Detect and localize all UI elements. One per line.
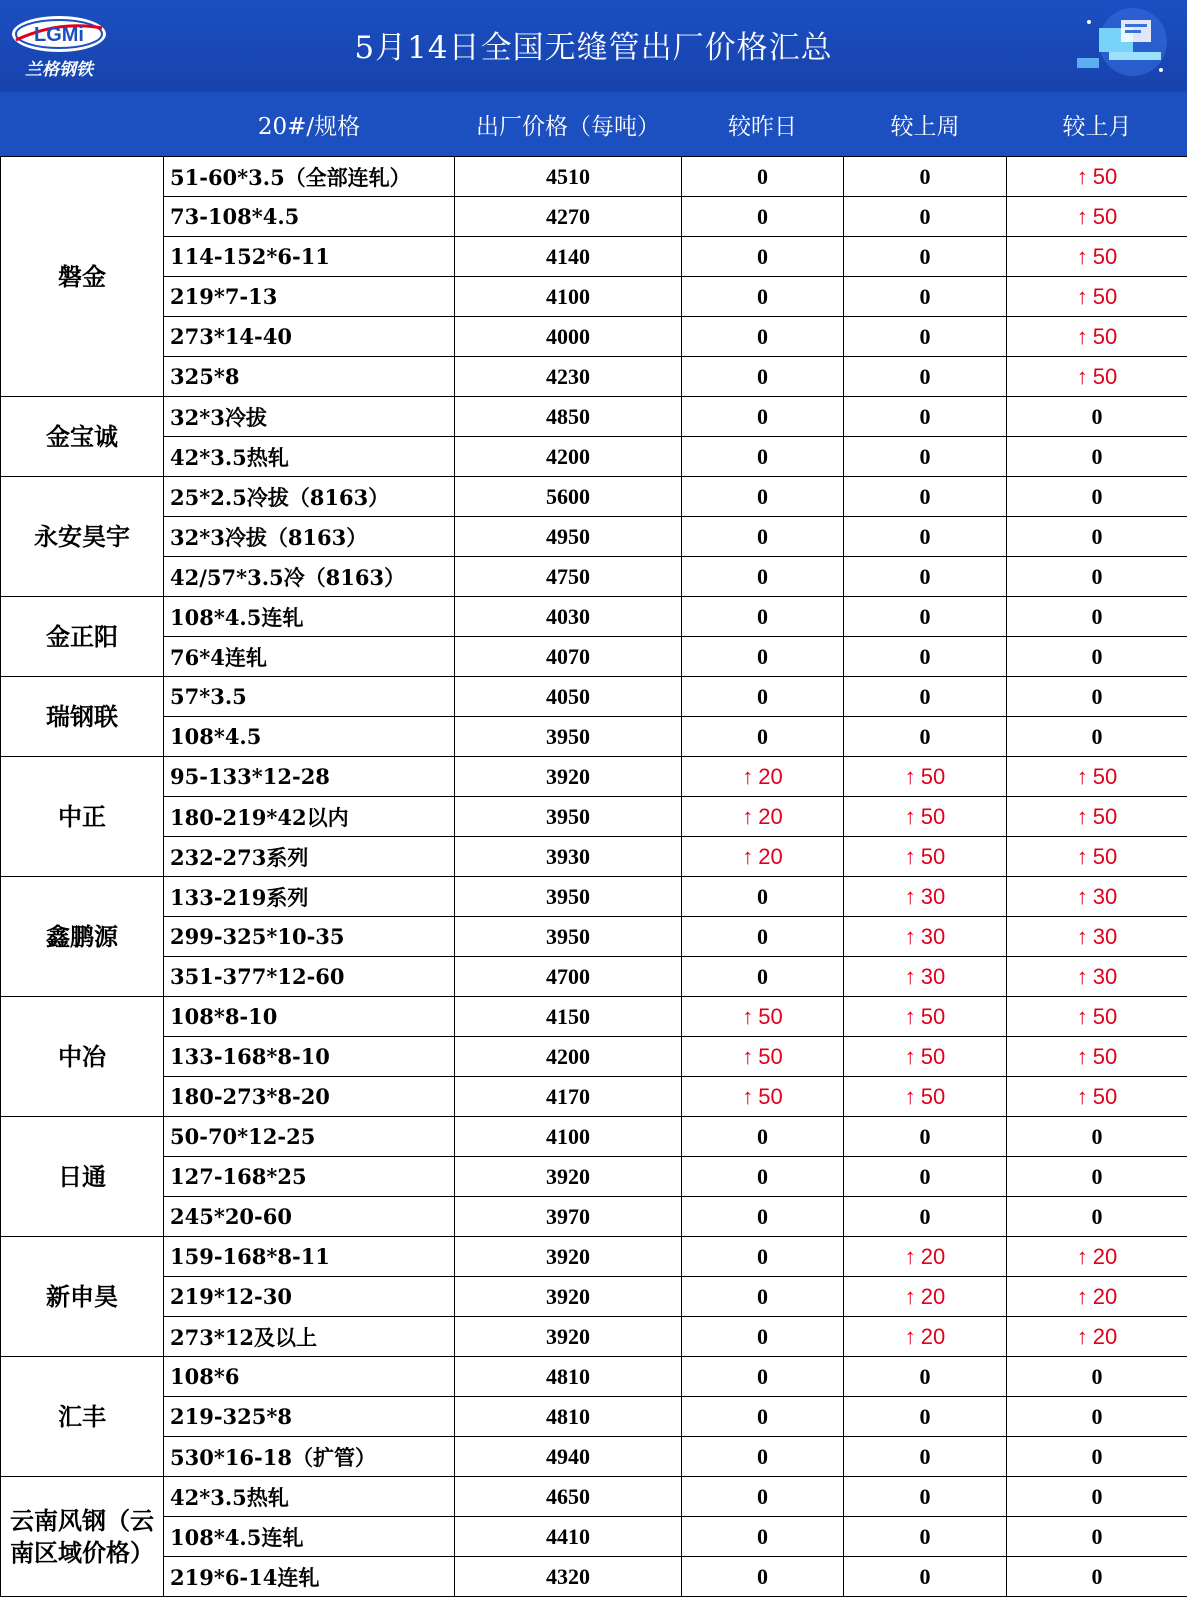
price-cell: 4750: [455, 557, 682, 597]
up-arrow-icon: ↑: [1077, 204, 1088, 230]
change-vs-last-week: 0: [844, 1157, 1007, 1197]
change-vs-last-week: ↑ 20: [844, 1237, 1007, 1277]
price-cell: 3920: [455, 1277, 682, 1317]
header-bar: [0, 0, 1187, 92]
table-row: [1, 197, 1187, 237]
spec-cell: 273*14-40: [164, 317, 455, 357]
spec-cell: 42*3.5热轧: [164, 1477, 455, 1517]
table-row: [1, 517, 1187, 557]
change-vs-yesterday: 0: [682, 237, 844, 277]
up-arrow-icon: ↑: [1077, 324, 1088, 350]
change-vs-last-month: ↑ 50: [1007, 197, 1187, 237]
change-vs-last-week: 0: [844, 477, 1007, 517]
change-vs-last-month: 0: [1007, 1397, 1187, 1437]
up-arrow-icon: ↑: [1077, 1324, 1088, 1350]
change-vs-last-month: 0: [1007, 517, 1187, 557]
change-vs-yesterday: 0: [682, 637, 844, 677]
up-arrow-icon: ↑: [742, 1044, 753, 1070]
price-cell: 4650: [455, 1477, 682, 1517]
change-vs-yesterday: 0: [682, 917, 844, 957]
up-arrow-icon: ↑: [905, 964, 916, 990]
change-vs-last-month: ↑ 50: [1007, 157, 1187, 197]
change-vs-last-week: ↑ 30: [844, 917, 1007, 957]
price-cell: 4140: [455, 237, 682, 277]
svg-text:LGMi: LGMi: [34, 24, 84, 46]
table-row: [1, 1077, 1187, 1117]
spec-cell: 219*7-13: [164, 277, 455, 317]
change-vs-last-week: 0: [844, 597, 1007, 637]
spec-cell: 127-168*25: [164, 1157, 455, 1197]
change-vs-yesterday: 0: [682, 1397, 844, 1437]
change-vs-last-week: ↑ 50: [844, 1037, 1007, 1077]
change-vs-yesterday: 0: [682, 317, 844, 357]
up-arrow-icon: ↑: [905, 1084, 916, 1110]
change-vs-last-month: ↑ 50: [1007, 277, 1187, 317]
up-arrow-icon: ↑: [1077, 244, 1088, 270]
company-name: 金正阳: [1, 597, 164, 677]
change-vs-yesterday: 0: [682, 557, 844, 597]
change-vs-last-week: 0: [844, 1557, 1007, 1597]
change-vs-yesterday: 0: [682, 1477, 844, 1517]
company-name: 瑞钢联: [1, 677, 164, 757]
change-vs-last-month: ↑ 50: [1007, 1037, 1187, 1077]
spec-cell: 25*2.5冷拔（8163）: [164, 477, 455, 517]
table-row: [1, 1037, 1187, 1077]
column-header: 较上周: [844, 93, 1007, 157]
price-cell: 5600: [455, 477, 682, 517]
up-arrow-icon: ↑: [905, 884, 916, 910]
table-row: [1, 557, 1187, 597]
change-vs-last-week: 0: [844, 237, 1007, 277]
up-arrow-icon: ↑: [1077, 1044, 1088, 1070]
up-arrow-icon: ↑: [1077, 844, 1088, 870]
spec-cell: 530*16-18（扩管）: [164, 1437, 455, 1477]
change-vs-last-month: 0: [1007, 557, 1187, 597]
change-vs-last-month: 0: [1007, 597, 1187, 637]
change-vs-last-week: ↑ 30: [844, 877, 1007, 917]
change-vs-yesterday: ↑ 50: [682, 1037, 844, 1077]
table-row: [1, 1477, 1187, 1517]
up-arrow-icon: ↑: [905, 924, 916, 950]
change-vs-last-month: ↑ 50: [1007, 837, 1187, 877]
price-cell: 4070: [455, 637, 682, 677]
price-cell: 4030: [455, 597, 682, 637]
price-cell: 3970: [455, 1197, 682, 1237]
change-vs-last-month: 0: [1007, 397, 1187, 437]
price-cell: 4510: [455, 157, 682, 197]
change-vs-yesterday: 0: [682, 957, 844, 997]
change-vs-last-week: 0: [844, 1357, 1007, 1397]
price-cell: 4810: [455, 1397, 682, 1437]
change-vs-yesterday: 0: [682, 397, 844, 437]
change-vs-last-week: 0: [844, 157, 1007, 197]
change-vs-last-month: ↑ 50: [1007, 997, 1187, 1037]
up-arrow-icon: ↑: [905, 1324, 916, 1350]
change-vs-yesterday: ↑ 20: [682, 797, 844, 837]
spec-cell: 32*3冷拔（8163）: [164, 517, 455, 557]
company-name: 中正: [1, 757, 164, 877]
up-arrow-icon: ↑: [905, 764, 916, 790]
price-cell: 4050: [455, 677, 682, 717]
price-cell: 3920: [455, 757, 682, 797]
up-arrow-icon: ↑: [1077, 164, 1088, 190]
change-vs-yesterday: 0: [682, 1317, 844, 1357]
change-vs-yesterday: ↑ 50: [682, 997, 844, 1037]
up-arrow-icon: ↑: [742, 764, 753, 790]
price-cell: 4700: [455, 957, 682, 997]
up-arrow-icon: ↑: [1077, 1284, 1088, 1310]
price-cell: 4000: [455, 317, 682, 357]
price-cell: 4320: [455, 1557, 682, 1597]
change-vs-last-week: ↑ 50: [844, 757, 1007, 797]
column-header: 20#/规格: [164, 93, 455, 157]
up-arrow-icon: ↑: [905, 1244, 916, 1270]
price-cell: 3950: [455, 717, 682, 757]
spec-cell: 108*8-10: [164, 997, 455, 1037]
change-vs-last-month: ↑ 20: [1007, 1277, 1187, 1317]
price-cell: 4940: [455, 1437, 682, 1477]
change-vs-last-week: ↑ 30: [844, 957, 1007, 997]
price-cell: 4230: [455, 357, 682, 397]
change-vs-last-month: ↑ 50: [1007, 317, 1187, 357]
table-row: [1, 1197, 1187, 1237]
company-name: 新申昊: [1, 1237, 164, 1357]
change-vs-last-week: 0: [844, 197, 1007, 237]
spec-cell: 76*4连轧: [164, 637, 455, 677]
company-name: 汇丰: [1, 1357, 164, 1477]
change-vs-last-week: 0: [844, 557, 1007, 597]
spec-cell: 32*3冷拔: [164, 397, 455, 437]
change-vs-last-week: 0: [844, 1517, 1007, 1557]
spec-cell: 42*3.5热轧: [164, 437, 455, 477]
change-vs-last-month: ↑ 50: [1007, 757, 1187, 797]
table-row: [1, 1517, 1187, 1557]
change-vs-yesterday: 0: [682, 437, 844, 477]
change-vs-last-month: 0: [1007, 1357, 1187, 1397]
up-arrow-icon: ↑: [1077, 924, 1088, 950]
spec-cell: 325*8: [164, 357, 455, 397]
change-vs-yesterday: 0: [682, 677, 844, 717]
change-vs-yesterday: 0: [682, 717, 844, 757]
change-vs-yesterday: 0: [682, 477, 844, 517]
change-vs-yesterday: ↑ 20: [682, 837, 844, 877]
up-arrow-icon: ↑: [905, 844, 916, 870]
table-row: [1, 997, 1187, 1037]
price-cell: 4950: [455, 517, 682, 557]
up-arrow-icon: ↑: [1077, 764, 1088, 790]
price-cell: 3930: [455, 837, 682, 877]
up-arrow-icon: ↑: [905, 1284, 916, 1310]
change-vs-last-week: 0: [844, 1117, 1007, 1157]
price-cell: 4850: [455, 397, 682, 437]
spec-cell: 50-70*12-25: [164, 1117, 455, 1157]
table-row: [1, 957, 1187, 997]
spec-cell: 180-273*8-20: [164, 1077, 455, 1117]
table-row: [1, 1397, 1187, 1437]
change-vs-last-month: 0: [1007, 1517, 1187, 1557]
up-arrow-icon: ↑: [1077, 284, 1088, 310]
change-vs-last-month: 0: [1007, 637, 1187, 677]
table-row: [1, 237, 1187, 277]
column-header: 较昨日: [682, 93, 844, 157]
tech-illustration-icon: [1069, 2, 1173, 88]
price-cell: 4270: [455, 197, 682, 237]
table-row: [1, 1557, 1187, 1597]
table-row: [1, 1157, 1187, 1197]
change-vs-yesterday: 0: [682, 1197, 844, 1237]
up-arrow-icon: ↑: [1077, 1084, 1088, 1110]
change-vs-last-week: ↑ 50: [844, 797, 1007, 837]
spec-cell: 108*4.5连轧: [164, 1517, 455, 1557]
up-arrow-icon: ↑: [1077, 804, 1088, 830]
price-cell: 4410: [455, 1517, 682, 1557]
up-arrow-icon: ↑: [905, 1004, 916, 1030]
company-name: 金宝诚: [1, 397, 164, 477]
change-vs-last-month: ↑ 50: [1007, 797, 1187, 837]
price-cell: 4100: [455, 1117, 682, 1157]
table-row: [1, 717, 1187, 757]
change-vs-last-week: 0: [844, 357, 1007, 397]
change-vs-yesterday: 0: [682, 357, 844, 397]
change-vs-last-month: ↑ 30: [1007, 877, 1187, 917]
price-cell: 4810: [455, 1357, 682, 1397]
price-cell: 4200: [455, 437, 682, 477]
table-row: [1, 437, 1187, 477]
change-vs-last-week: 0: [844, 277, 1007, 317]
change-vs-last-week: 0: [844, 317, 1007, 357]
change-vs-last-week: ↑ 20: [844, 1317, 1007, 1357]
price-cell: 3920: [455, 1157, 682, 1197]
table-row: [1, 1357, 1187, 1397]
change-vs-last-week: 0: [844, 437, 1007, 477]
table-row: [1, 637, 1187, 677]
spec-cell: 219-325*8: [164, 1397, 455, 1437]
spec-cell: 108*4.5: [164, 717, 455, 757]
table-header-row: [1, 93, 1187, 157]
company-name: 日通: [1, 1117, 164, 1237]
price-cell: 4150: [455, 997, 682, 1037]
table-row: [1, 477, 1187, 517]
change-vs-last-month: 0: [1007, 437, 1187, 477]
change-vs-last-month: ↑ 20: [1007, 1237, 1187, 1277]
change-vs-last-month: ↑ 30: [1007, 917, 1187, 957]
change-vs-last-month: 0: [1007, 1197, 1187, 1237]
price-cell: 3950: [455, 917, 682, 957]
change-vs-last-week: ↑ 50: [844, 997, 1007, 1037]
change-vs-last-month: 0: [1007, 677, 1187, 717]
change-vs-last-month: ↑ 50: [1007, 1077, 1187, 1117]
change-vs-yesterday: 0: [682, 277, 844, 317]
table-row: [1, 597, 1187, 637]
table-row: [1, 1317, 1187, 1357]
page-title: 5月14日全国无缝管出厂价格汇总: [0, 0, 1187, 92]
spec-cell: 219*12-30: [164, 1277, 455, 1317]
table-row: [1, 1237, 1187, 1277]
table-row: [1, 317, 1187, 357]
change-vs-last-week: 0: [844, 517, 1007, 557]
change-vs-yesterday: 0: [682, 1117, 844, 1157]
spec-cell: 159-168*8-11: [164, 1237, 455, 1277]
price-cell: 4100: [455, 277, 682, 317]
up-arrow-icon: ↑: [742, 844, 753, 870]
table-row: [1, 1437, 1187, 1477]
change-vs-last-week: 0: [844, 1477, 1007, 1517]
table-row: [1, 1117, 1187, 1157]
spec-cell: 95-133*12-28: [164, 757, 455, 797]
change-vs-last-week: 0: [844, 1397, 1007, 1437]
price-cell: 4200: [455, 1037, 682, 1077]
table-row: [1, 157, 1187, 197]
price-cell: 3920: [455, 1317, 682, 1357]
column-header: 较上月: [1007, 93, 1187, 157]
company-name: 鑫鹏源: [1, 877, 164, 997]
change-vs-yesterday: 0: [682, 1357, 844, 1397]
change-vs-last-week: 0: [844, 717, 1007, 757]
change-vs-last-month: 0: [1007, 717, 1187, 757]
table-row: [1, 757, 1187, 797]
spec-cell: 114-152*6-11: [164, 237, 455, 277]
price-cell: 4170: [455, 1077, 682, 1117]
change-vs-last-month: ↑ 50: [1007, 237, 1187, 277]
spec-cell: 108*4.5连轧: [164, 597, 455, 637]
spec-cell: 299-325*10-35: [164, 917, 455, 957]
change-vs-last-week: ↑ 50: [844, 1077, 1007, 1117]
change-vs-yesterday: 0: [682, 157, 844, 197]
change-vs-last-week: 0: [844, 397, 1007, 437]
table-row: [1, 877, 1187, 917]
change-vs-last-month: 0: [1007, 1477, 1187, 1517]
table-row: [1, 837, 1187, 877]
change-vs-last-month: 0: [1007, 1437, 1187, 1477]
change-vs-last-month: 0: [1007, 1117, 1187, 1157]
change-vs-yesterday: 0: [682, 1157, 844, 1197]
spec-cell: 133-168*8-10: [164, 1037, 455, 1077]
spec-cell: 133-219系列: [164, 877, 455, 917]
change-vs-yesterday: 0: [682, 1557, 844, 1597]
price-cell: 3950: [455, 877, 682, 917]
up-arrow-icon: ↑: [742, 1004, 753, 1030]
table-row: [1, 917, 1187, 957]
up-arrow-icon: ↑: [1077, 1244, 1088, 1270]
spec-cell: 73-108*4.5: [164, 197, 455, 237]
change-vs-last-month: ↑ 30: [1007, 957, 1187, 997]
up-arrow-icon: ↑: [1077, 1004, 1088, 1030]
company-name: 永安昊宇: [1, 477, 164, 597]
change-vs-yesterday: 0: [682, 1517, 844, 1557]
change-vs-yesterday: 0: [682, 1437, 844, 1477]
change-vs-yesterday: 0: [682, 197, 844, 237]
spec-cell: 42/57*3.5冷（8163）: [164, 557, 455, 597]
spec-cell: 108*6: [164, 1357, 455, 1397]
spec-cell: 273*12及以上: [164, 1317, 455, 1357]
up-arrow-icon: ↑: [1077, 964, 1088, 990]
up-arrow-icon: ↑: [905, 1044, 916, 1070]
company-name: 云南风钢（云南区域价格）: [1, 1477, 164, 1597]
change-vs-last-week: 0: [844, 1197, 1007, 1237]
spec-cell: 351-377*12-60: [164, 957, 455, 997]
table-row: [1, 797, 1187, 837]
change-vs-last-week: ↑ 20: [844, 1277, 1007, 1317]
change-vs-last-week: 0: [844, 637, 1007, 677]
svg-text:兰格钢铁: 兰格钢铁: [25, 60, 95, 80]
change-vs-last-week: 0: [844, 677, 1007, 717]
up-arrow-icon: ↑: [742, 1084, 753, 1110]
spec-cell: 232-273系列: [164, 837, 455, 877]
company-name: 中冶: [1, 997, 164, 1117]
change-vs-last-month: ↑ 20: [1007, 1317, 1187, 1357]
change-vs-last-month: ↑ 50: [1007, 357, 1187, 397]
table-row: [1, 397, 1187, 437]
table-row: [1, 1277, 1187, 1317]
price-cell: 3950: [455, 797, 682, 837]
table-body: [1, 157, 1187, 1597]
change-vs-last-month: 0: [1007, 477, 1187, 517]
spec-cell: 57*3.5: [164, 677, 455, 717]
company-name: 磐金: [1, 157, 164, 397]
spec-cell: 180-219*42以内: [164, 797, 455, 837]
table-row: [1, 277, 1187, 317]
spec-cell: 51-60*3.5（全部连轧）: [164, 157, 455, 197]
change-vs-last-week: ↑ 50: [844, 837, 1007, 877]
change-vs-yesterday: ↑ 50: [682, 1077, 844, 1117]
spec-cell: 219*6-14连轧: [164, 1557, 455, 1597]
change-vs-yesterday: 0: [682, 597, 844, 637]
table-row: [1, 677, 1187, 717]
up-arrow-icon: ↑: [905, 804, 916, 830]
up-arrow-icon: ↑: [742, 804, 753, 830]
change-vs-yesterday: ↑ 20: [682, 757, 844, 797]
column-header: 出厂价格（每吨）: [455, 93, 682, 157]
change-vs-yesterday: 0: [682, 1237, 844, 1277]
up-arrow-icon: ↑: [1077, 364, 1088, 390]
table-row: [1, 357, 1187, 397]
change-vs-yesterday: 0: [682, 877, 844, 917]
column-header: [1, 93, 164, 157]
price-table: [0, 92, 1187, 1597]
change-vs-last-month: 0: [1007, 1557, 1187, 1597]
change-vs-yesterday: 0: [682, 517, 844, 557]
change-vs-last-month: 0: [1007, 1157, 1187, 1197]
change-vs-yesterday: 0: [682, 1277, 844, 1317]
spec-cell: 245*20-60: [164, 1197, 455, 1237]
up-arrow-icon: ↑: [1077, 884, 1088, 910]
change-vs-last-week: 0: [844, 1437, 1007, 1477]
price-cell: 3920: [455, 1237, 682, 1277]
